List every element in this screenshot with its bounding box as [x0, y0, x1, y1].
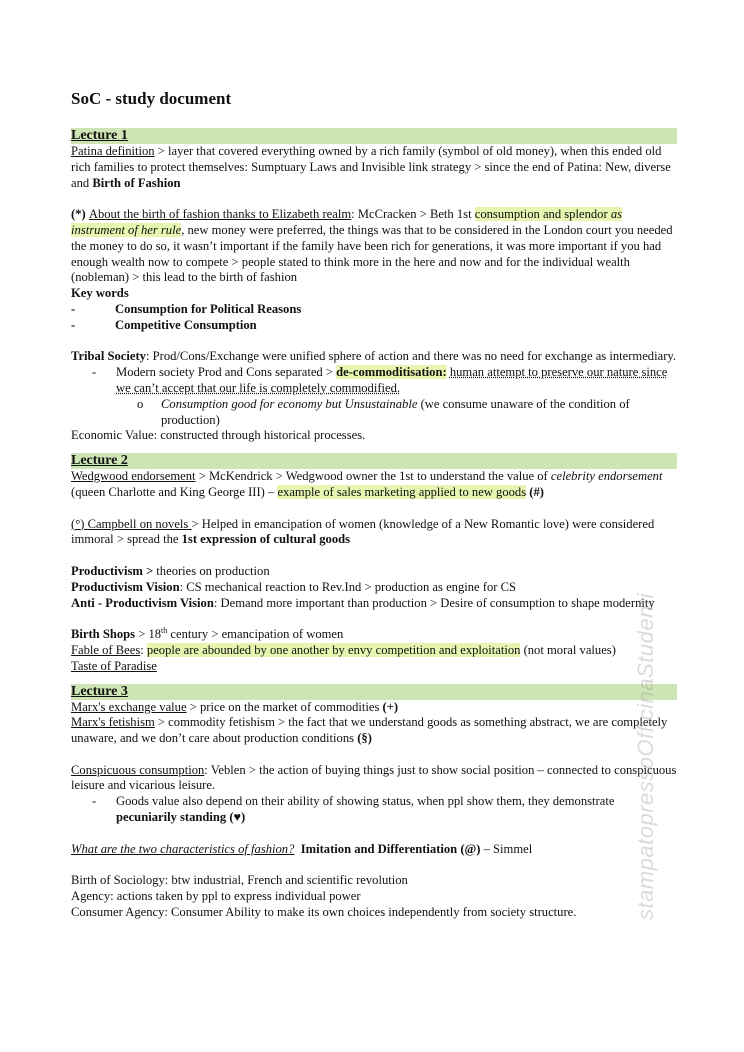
goods-value-item: - Goods value also depend on their ability of showing status, when ppl show them, they demonstrate pecuniarily standing (♥)	[92, 794, 615, 825]
modern-society-item: - Modern society Prod and Cons separated > de-commoditisation: human attempt to preserve our nature since we can’t accept that our life is completely commodified.	[92, 365, 668, 395]
lecture-2-heading: Lecture 2	[71, 453, 677, 469]
unsustainable-item: o Consumption good for economy but Unsustainable (we consume unaware of the condition of production)	[137, 396, 630, 427]
keywords-label: Key words	[71, 286, 129, 301]
campbell-paragraph: (°) Campbell on novels > Helped in emancipation of women (knowledge of a New Romantic love) were considered immoral > spread the 1st expression of cultural goods	[71, 516, 655, 547]
economic-value-line: Economic Value: constructed through historical processes.	[71, 428, 366, 443]
keyword-item: - Consumption for Political Reasons	[71, 301, 302, 316]
marx-fetishism-paragraph: Marx's fetishism > commodity fetishism > the fact that we understand goods as something abstract, we are completely unaware, and we don’t care about production conditions (§)	[71, 715, 668, 746]
marx-exchange-line: Marx's exchange value > price on the market of commodities (+)	[71, 699, 399, 714]
patina-paragraph: Patina definition > layer that covered everything owned by a rich family (symbol of old money), when this ended old rich families to protect themselves: Sumptuary Laws and Invisible link strategy > since the end of Patina: New, diverse and Birth of Fashion	[71, 144, 671, 190]
lecture-3-heading: Lecture 3	[71, 684, 677, 700]
tribal-paragraph: Tribal Society: Prod/Cons/Exchange were unified sphere of action and there was no need for exchange as intermediary.	[71, 349, 677, 364]
birth-sociology-line: Birth of Sociology: btw industrial, French and scientific revolution	[71, 873, 408, 888]
taste-of-paradise-line: Taste of Paradise	[71, 658, 157, 673]
watermark-text: stampatopressoOfficinaStudenti	[633, 593, 658, 920]
productivism-vision-line: Productivism Vision: CS mechanical reaction to Rev.Ind > production as engine for CS	[71, 579, 517, 594]
consumer-agency-line: Consumer Agency: Consumer Ability to make its own choices independently from society structure.	[71, 904, 577, 919]
document-page	[71, 88, 677, 921]
wedgwood-paragraph: Wedgwood endorsement > McKendrick > Wedgwood owner the 1st to understand the value of celebrity endorsement (queen Charlotte and King George III) – example of sales marketing applied to new goods (#)	[71, 469, 663, 499]
fable-of-bees-line: Fable of Bees: people are abounded by one another by envy competition and exploitation (not moral values)	[71, 642, 616, 657]
lecture-1-heading: Lecture 1	[71, 128, 677, 144]
fashion-question-line: What are the two characteristics of fashion? Imitation and Differentiation (@) – Simmel	[71, 841, 533, 856]
keyword-item: - Competitive Consumption	[71, 317, 257, 332]
productivism-line: Productivism > theories on production	[71, 563, 270, 578]
elizabeth-term: About the birth of fashion thanks to Elizabeth realm	[88, 207, 352, 222]
birth-shops-line: Birth Shops > 18th century > emancipation of women	[71, 625, 344, 642]
anti-productivism-line: Anti - Productivism Vision: Demand more important than production > Desire of consumption to shape modernity	[71, 595, 655, 610]
patina-term: Patina definition	[71, 144, 155, 158]
agency-line: Agency: actions taken by ppl to express individual power	[71, 889, 361, 904]
elizabeth-paragraph: (*) About the birth of fashion thanks to Elizabeth realm: McCracken > Beth 1st consumption and splendor as instrument of her rule, new money were preferred, the things was that to be considered in the London court you needed the money to do so, it wasn’t important if the family have been rich for generations, it was more important if you had enough wealth now to compete > people stated to think more in the here and now and for the individual wealth (nobleman) > this lead to the birth of fashion	[71, 207, 673, 285]
conspicuous-paragraph: Conspicuous consumption: Veblen > the action of buying things just to show social position – connected to conspicuous leisure and vicarious leisure.	[71, 762, 677, 793]
document-title: SoC - study document	[71, 89, 232, 108]
